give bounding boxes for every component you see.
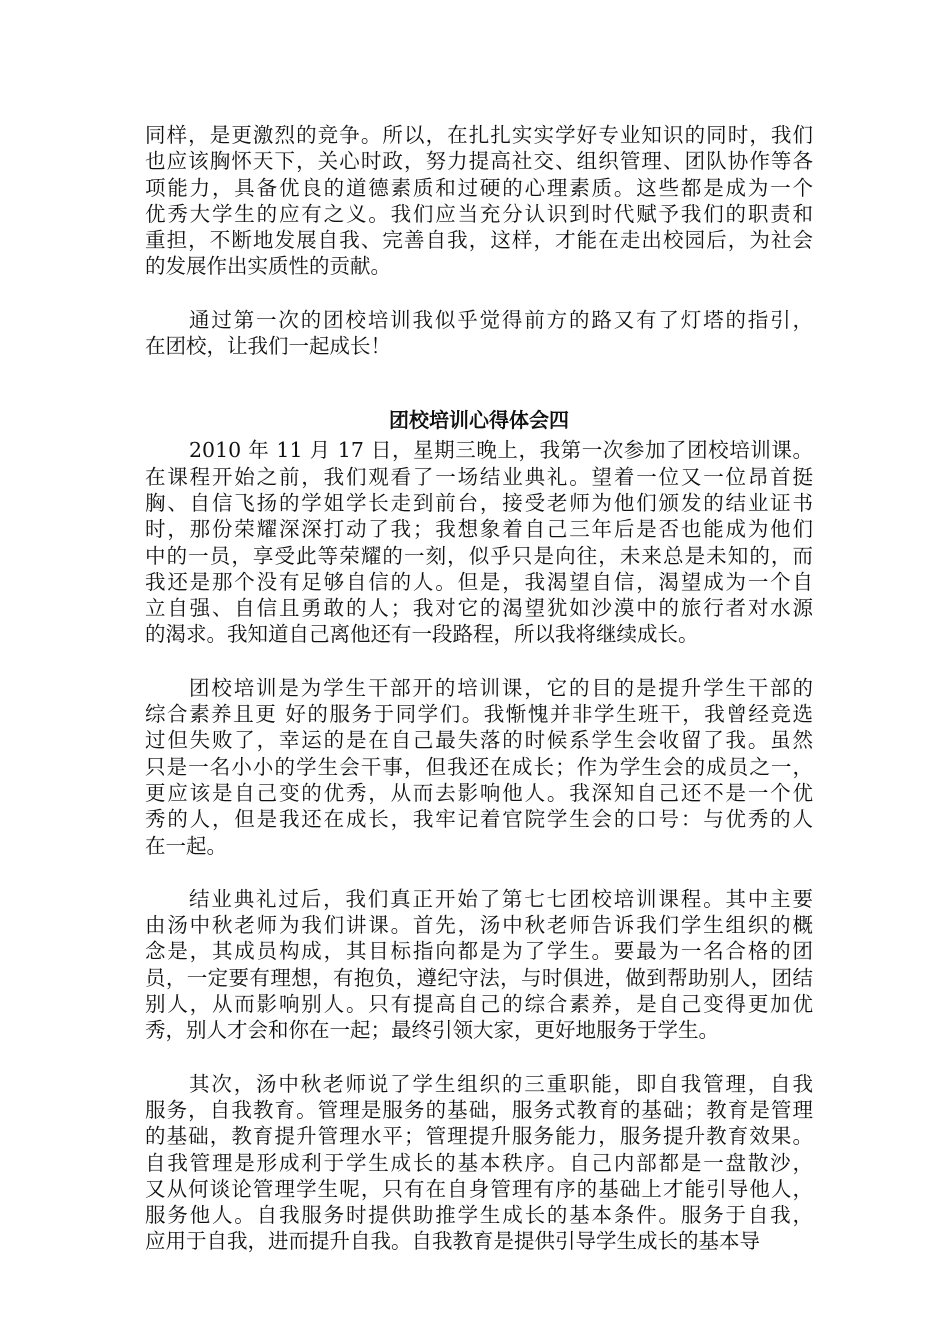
- text-line: 重担，不断地发展自我、完善自我，这样，才能在走出校园后，为社会: [145, 228, 813, 253]
- text-line: 员，一定要有理想，有抱负，遵纪守法，与时俱进，做到帮助别人，团结: [145, 965, 813, 990]
- paragraph: [145, 1071, 813, 1255]
- text-line: 通过第一次的团校培训我似乎觉得前方的路又有了灯塔的指引，: [189, 307, 813, 332]
- text-line: 胸、自信飞扬的学姐学长走到前台，接受老师为他们颁发的结业证书: [145, 490, 813, 515]
- text-line: 的发展作出实质性的贡献。: [145, 254, 391, 279]
- text-line: 的渴求。我知道自己离他还有一段路程，所以我将继续成长。: [145, 622, 699, 647]
- text-line: 服务他人。自我服务时提供助推学生成长的基本条件。服务于自我，: [145, 1203, 813, 1228]
- text-line: 服务，自我教育。管理是服务的基础，服务式教育的基础；教育是管理: [145, 1097, 813, 1122]
- text-line: 综合素养且更 好的服务于同学们。我惭愧并非学生班干，我曾经竞选: [145, 702, 813, 727]
- text-line: 时，那份荣耀深深打动了我；我想象着自己三年后是否也能成为他们: [145, 517, 813, 542]
- document-page: [145, 122, 813, 1282]
- text-line: 其次，汤中秋老师说了学生组织的三重职能，即自我管理，自我: [189, 1071, 813, 1096]
- text-line: 应用于自我，进而提升自我。自我教育是提供引导学生成长的基本导: [145, 1229, 760, 1254]
- text-line: 优秀大学生的应有之义。我们应当充分认识到时代赋予我们的职责和: [145, 201, 813, 226]
- text-line: 别人，从而影响别人。只有提高自己的综合素养，是自己变得更加优: [145, 992, 813, 1017]
- text-line: 也应该胸怀天下，关心时政，努力提高社交、组织管理、团队协作等各: [145, 149, 813, 174]
- text-line: 秀的人，但是我还在成长，我牢记着官院学生会的口号：与优秀的人: [145, 807, 813, 832]
- text-line: 在团校，让我们一起成长！: [145, 334, 391, 359]
- text-line: 在一起。: [145, 833, 227, 858]
- text-line: 过但失败了，幸运的是在自己最失落的时候系学生会收留了我。虽然: [145, 728, 813, 753]
- paragraph: [145, 675, 813, 859]
- text-line: 同样，是更激烈的竞争。所以，在扎扎实实学好专业知识的同时，我们: [145, 123, 813, 147]
- text-line: 又从何谈论管理学生呢，只有在自身管理有序的基础上才能引导他人，: [145, 1176, 813, 1201]
- paragraph: [145, 307, 813, 360]
- text-line: 秀，别人才会和你在一起；最终引领大家，更好地服务于学生。: [145, 1018, 719, 1043]
- text-line: 项能力，具备优良的道德素质和过硬的心理素质。这些都是成为一个: [145, 175, 813, 200]
- text-line: 中的一员，享受此等荣耀的一刻，似乎只是向往，未来总是未知的，而: [145, 543, 813, 568]
- text-line: 2010 年 11 月 17 日，星期三晚上，我第一次参加了团校培训课。: [189, 438, 813, 463]
- text-line: 结业典礼过后，我们真正开始了第七七团校培训课程。其中主要: [189, 886, 813, 911]
- paragraph: [145, 886, 813, 1044]
- text-line: 我还是那个没有足够自信的人。但是，我渴望自信，渴望成为一个自: [145, 569, 813, 594]
- text-line: 团校培训是为学生干部开的培训课，它的目的是提升学生干部的: [189, 675, 813, 700]
- text-line: 由汤中秋老师为我们讲课。首先，汤中秋老师告诉我们学生组织的概: [145, 913, 813, 938]
- text-line: 只是一名小小的学生会干事，但我还在成长；作为学生会的成员之一，: [145, 754, 813, 779]
- text-line: 的基础，教育提升管理水平；管理提升服务能力，服务提升教育效果。: [145, 1124, 813, 1149]
- paragraph: [145, 437, 813, 647]
- text-line: 在课程开始之前，我们观看了一场结业典礼。望着一位又一位昂首挺: [145, 464, 813, 489]
- section-heading: 团校培训心得体会四: [389, 408, 569, 433]
- text-line: 念是，其成员构成，其目标指向都是为了学生。要最为一名合格的团: [145, 939, 813, 964]
- text-line: 更应该是自己变的优秀，从而去影响他人。我深知自己还不是一个优: [145, 780, 813, 805]
- section-before-heading: [145, 122, 813, 359]
- text-line: 立自强、自信且勇敢的人；我对它的渴望犹如沙漠中的旅行者对水源: [145, 596, 813, 621]
- section-after-heading: [145, 437, 813, 1254]
- text-line: 自我管理是形成利于学生成长的基本秩序。自己内部都是一盘散沙，: [145, 1150, 813, 1175]
- paragraph: [145, 122, 813, 280]
